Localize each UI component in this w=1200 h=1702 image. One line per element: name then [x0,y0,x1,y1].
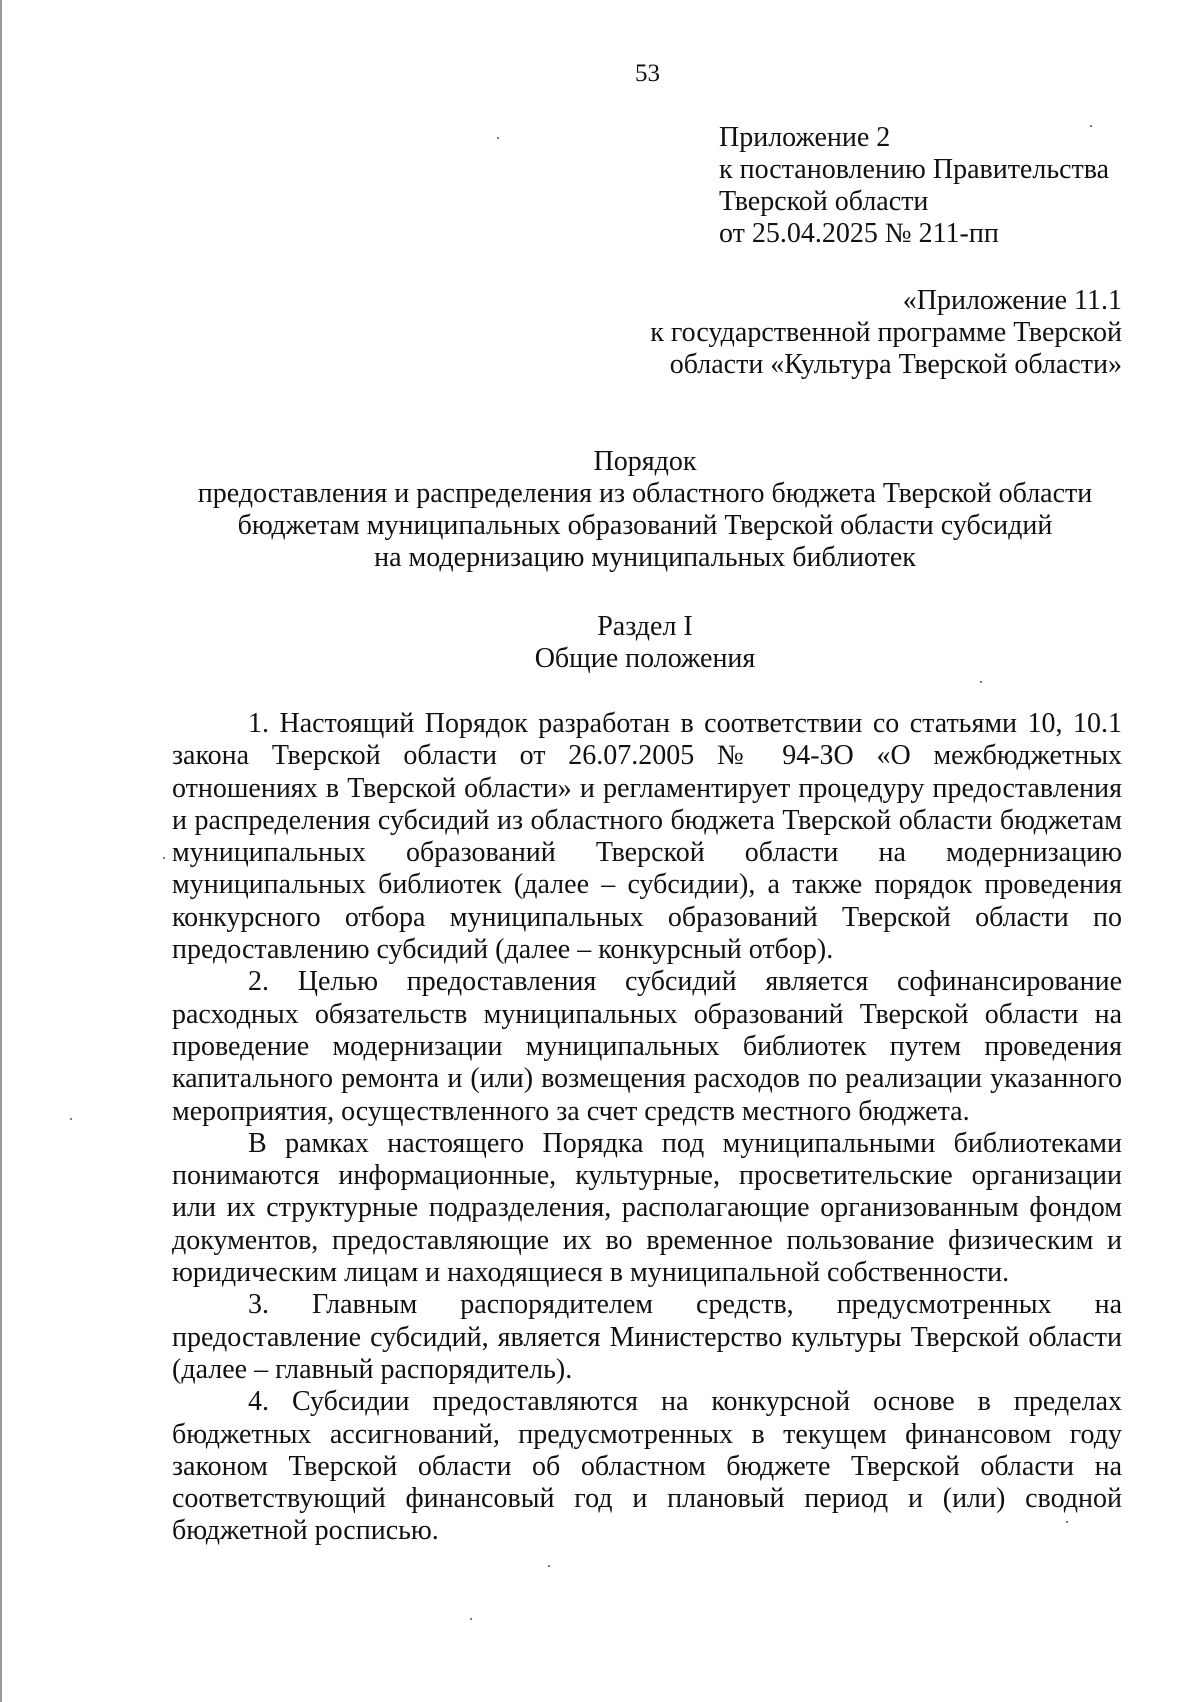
scan-speck [1066,1521,1068,1523]
program-annex-line: «Приложение 11.1 [902,285,1122,316]
paragraph: 2. Целью предоставления субсидий является софинансирование расходных обязательств муниципальных образований Тверской области на проведение модернизации муниципальных библиотек путем проведения капитального ремонта и (или) возмещения расходов по реализации указанного мероприятия, осуществленного за счет средств местного бюджета. [172,966,1122,1127]
scan-speck [70,1118,72,1120]
page-number: 53 [635,60,660,87]
section-name: Общие положения [534,643,756,674]
program-annex-line: области «Культура Тверской области» [669,349,1122,380]
scan-speck [470,1618,472,1620]
title-line: предоставления и распределения из областного бюджета Тверской области [197,478,1093,509]
annex-line: Приложение 2 [719,122,891,153]
paragraph: В рамках настоящего Порядка под муниципальными библиотеками понимаются информационные, культурные, просветительские организации или их структурные подразделения, располагающие организованным фондом документов, предоставляющие их во временное пользование физическим и юридическим лицам и находящиеся в муниципальной собственности. [172,1127,1122,1289]
title-line: бюджетам муниципальных образований Тверской области субсидий [237,510,1053,541]
section-number: Раздел I [597,611,693,642]
annex-line: Тверской области [719,186,929,217]
scan-speck [980,681,982,683]
title-line: на модернизацию муниципальных библиотек [374,542,916,573]
annex-line: к постановлению Правительства [719,154,1110,185]
document-body [172,708,1122,1548]
program-annex-header [650,285,1122,381]
scan-speck [497,137,499,139]
annex-line: от 25.04.2025 № 211-пп [719,218,999,249]
paragraph: 3. Главным распорядителем средств, предусмотренных на предоставление субсидий, является Министерство культуры Тверской области (далее – главный распорядитель). [172,1289,1122,1385]
scan-edge [0,0,2,1702]
scan-speck [548,1565,550,1567]
annex-header [719,122,1109,250]
title-heading: Порядок [593,446,697,477]
program-annex-line: к государственной программе Тверской [650,317,1122,348]
section-heading [150,611,1140,675]
document-title [150,446,1140,574]
scan-speck [163,857,165,859]
paragraph: 1. Настоящий Порядок разработан в соответствии со статьями 10, 10.1 закона Тверской области от 26.07.2005 № 94-ЗО «О межбюджетных отношениях в Тверской области» и регламентирует процедуру предоставления и распределения субсидий из областного бюджета Тверской области бюджетам муниципальных образований Тверской области на модернизацию муниципальных библиотек (далее – субсидии), а также порядок проведения конкурсного отбора муниципальных образований Тверской области по предоставлению субсидий (далее – конкурсный отбор). [172,708,1122,966]
paragraph: 4. Субсидии предоставляются на конкурсной основе в пределах бюджетных ассигнований, предусмотренных в текущем финансовом году законом Тверской области об областном бюджете Тверской области на соответствующий финансовый год и плановый период и (или) сводной бюджетной росписью. [172,1386,1122,1547]
scan-speck [1090,125,1092,127]
